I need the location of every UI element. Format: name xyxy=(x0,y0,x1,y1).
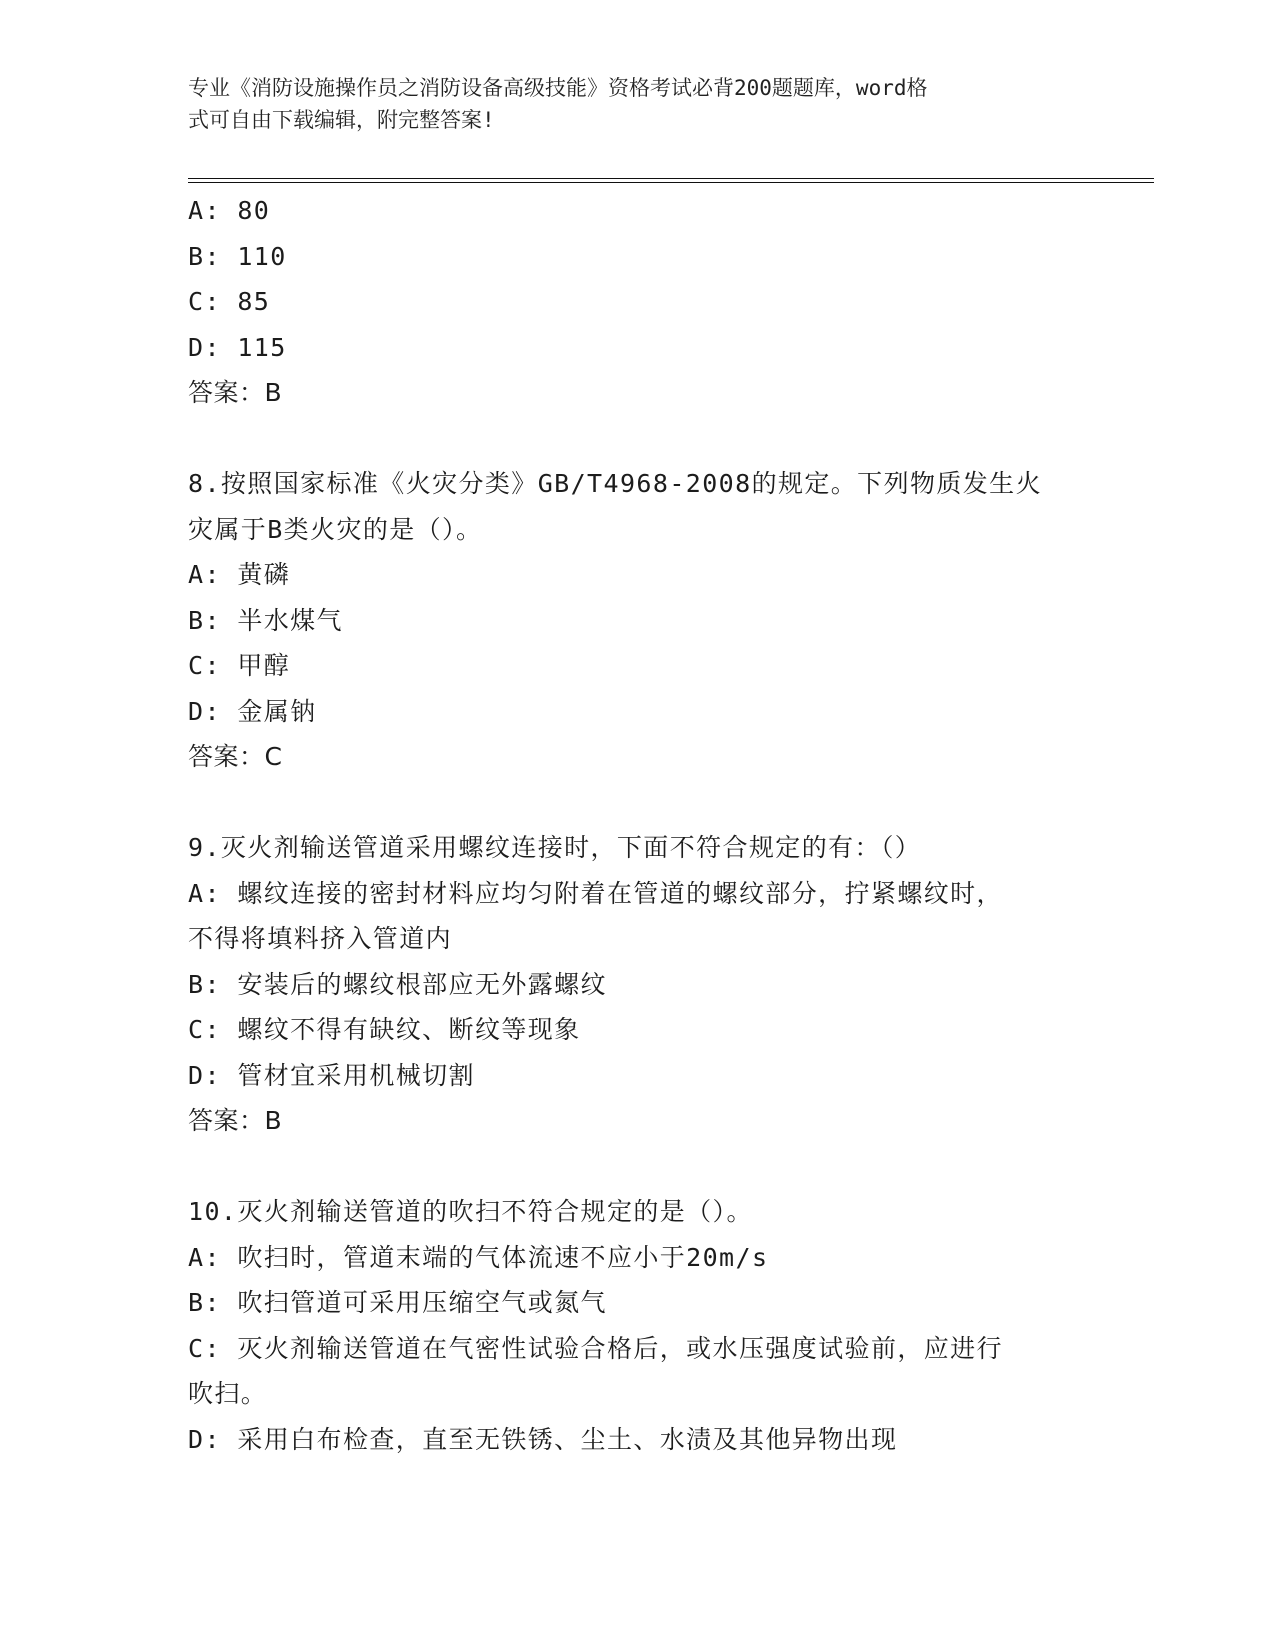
option-a: A: 吹扫时，管道末端的气体流速不应小于20m/s xyxy=(188,1242,769,1272)
document-body xyxy=(188,188,1088,1462)
header-divider xyxy=(188,178,1154,183)
option-a: A: 80 xyxy=(188,196,271,225)
option-d: D: 采用白布检查，直至无铁锈、尘土、水渍及其他异物出现 xyxy=(188,1424,898,1454)
option-c: C: 灭火剂输送管道在气密性试验合格后，或水压强度试验前，应进行 xyxy=(188,1333,1003,1363)
answer: 答案：B xyxy=(188,378,283,407)
spacer xyxy=(188,1144,1088,1190)
option-a: A: 螺纹连接的密封材料应均匀附着在管道的螺纹部分，拧紧螺纹时， xyxy=(188,878,1003,908)
option-d: D: 115 xyxy=(188,332,287,362)
question-stem: 10.灭火剂输送管道的吹扫不符合规定的是（）。 xyxy=(188,1197,753,1226)
option-b: B: 110 xyxy=(188,241,287,271)
option-c: C: 85 xyxy=(188,287,271,316)
question-stem-line-2: 灾属于B类火灾的是（）。 xyxy=(188,514,483,544)
question-7 xyxy=(188,188,1088,416)
option-c-continued: 吹扫。 xyxy=(188,1379,268,1408)
spacer xyxy=(188,416,1088,462)
option-d: D: 金属钠 xyxy=(188,696,317,726)
option-a: A: 黄磷 xyxy=(188,560,291,589)
header-line-1: 专业《消防设施操作员之消防设备高级技能》资格考试必背200题题库，word格 xyxy=(188,76,928,100)
question-9 xyxy=(188,825,1088,1144)
answer: 答案：C xyxy=(188,742,283,771)
option-b: B: 吹扫管道可采用压缩空气或氮气 xyxy=(188,1288,607,1317)
question-10 xyxy=(188,1189,1088,1462)
option-c: C: 甲醇 xyxy=(188,651,291,680)
spacer xyxy=(188,780,1088,826)
question-8 xyxy=(188,461,1088,780)
question-stem-line-1: 8.按照国家标准《火灾分类》GB/T4968-2008的规定。下列物质发生火 xyxy=(188,469,1042,498)
answer: 答案：B xyxy=(188,1106,283,1135)
option-a-continued: 不得将填料挤入管道内 xyxy=(188,924,453,953)
option-c: C: 螺纹不得有缺纹、断纹等现象 xyxy=(188,1015,581,1044)
option-b: B: 安装后的螺纹根部应无外露螺纹 xyxy=(188,969,607,999)
option-d: D: 管材宜采用机械切割 xyxy=(188,1060,475,1090)
header-line-2: 式可自由下载编辑，附完整答案! xyxy=(188,108,495,132)
option-b: B: 半水煤气 xyxy=(188,605,343,635)
question-stem: 9.灭火剂输送管道采用螺纹连接时，下面不符合规定的有：（） xyxy=(188,833,922,862)
page-header xyxy=(188,72,1088,136)
